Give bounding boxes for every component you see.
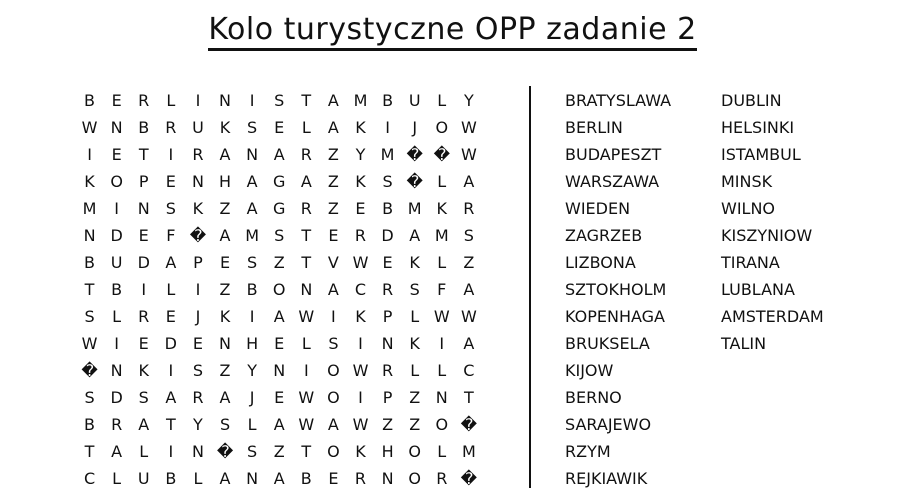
grid-row [76,276,482,303]
grid-letter: A [165,253,177,272]
word-list-item: DUBLIN [721,91,782,110]
grid-letter: T [84,280,95,299]
grid-letter: L [193,469,203,488]
grid-letter: O [327,361,340,380]
word-list-item: LIZBONA [565,253,636,272]
grid-row [76,222,482,249]
grid-letter: A [463,280,475,299]
grid-letter: E [111,91,122,110]
grid-letter: R [354,469,367,488]
grid-letter: R [192,145,204,164]
grid-row [76,168,482,195]
word-list-item: WILNO [721,199,776,218]
grid-row [76,465,482,492]
grid-letter: A [246,199,258,218]
grid-row [76,141,482,168]
letter-grid [76,87,482,492]
grid-letter: R [382,280,394,299]
grid-letter: S [247,442,258,461]
grid-letter: E [165,307,176,326]
grid-letter: N [191,172,204,191]
grid-letter: W [298,415,315,434]
word-list-item: BUDAPESZT [565,145,662,164]
grid-row [76,87,482,114]
grid-letter: E [355,199,366,218]
grid-letter: A [273,415,285,434]
grid-letter: � [81,361,98,380]
grid-letter: K [355,307,366,326]
grid-letter: K [409,334,420,353]
grid-letter: Y [247,361,257,380]
grid-letter: N [219,334,231,353]
grid-letter: N [137,199,150,218]
grid-letter: A [246,172,258,191]
grid-letter: M [407,199,422,218]
grid-letter: A [219,388,231,407]
grid-letter: S [138,388,149,407]
grid-letter: T [301,442,312,461]
grid-letter: H [381,442,394,461]
grid-letter: W [460,118,477,137]
grid-letter: O [435,118,449,137]
grid-letter: F [166,226,176,245]
grid-letter: I [195,91,201,110]
grid-letter: U [137,469,150,488]
grid-letter: L [247,415,257,434]
grid-letter: T [301,226,312,245]
grid-letter: W [81,334,98,353]
word-list-item: REJKIAWIK [565,469,648,488]
grid-letter: S [84,388,95,407]
grid-letter: W [352,415,369,434]
grid-letter: Z [409,415,421,434]
grid-letter: R [300,145,312,164]
grid-letter: W [352,361,369,380]
grid-letter: I [331,307,336,326]
grid-letter: R [436,469,448,488]
grid-letter: Z [327,199,339,218]
grid-letter: K [355,172,366,191]
grid-letter: D [110,388,123,407]
grid-row [76,438,482,465]
grid-letter: D [164,334,177,353]
grid-letter: D [137,253,150,272]
grid-letter: Z [273,253,285,272]
grid-row [76,303,482,330]
grid-letter: A [138,415,150,434]
grid-row [76,114,482,141]
grid-letter: N [246,469,259,488]
grid-letter: A [327,91,339,110]
grid-letter: S [409,280,420,299]
grid-letter: O [408,469,421,488]
grid-letter: U [110,253,123,272]
grid-row [76,411,482,438]
grid-letter: N [246,145,259,164]
grid-letter: W [460,307,477,326]
grid-letter: � [433,145,450,164]
grid-letter: E [219,253,231,272]
grid-letter: T [301,253,312,272]
grid-letter: S [274,226,285,245]
grid-letter: L [437,172,447,191]
grid-letter: J [412,118,418,137]
grid-letter: L [166,91,176,110]
grid-letter: B [246,280,258,299]
grid-letter: A [327,118,339,137]
grid-letter: B [382,199,394,218]
word-list-column-2 [721,87,824,357]
grid-letter: I [358,388,363,407]
grid-letter: N [83,226,96,245]
grid-letter: S [165,199,176,218]
grid-letter: G [273,199,286,218]
grid-letter: T [138,145,149,164]
grid-letter: T [463,388,474,407]
grid-letter: Z [273,442,285,461]
grid-letter: W [298,307,315,326]
grid-letter: H [246,334,259,353]
grid-letter: R [382,361,394,380]
grid-letter: E [274,334,285,353]
grid-letter: N [273,361,286,380]
grid-letter: L [410,307,420,326]
grid-letter: F [437,280,447,299]
grid-letter: L [410,361,420,380]
grid-letter: L [166,280,176,299]
grid-letter: I [439,334,445,353]
grid-letter: C [354,280,367,299]
grid-letter: B [138,118,150,137]
grid-letter: Y [355,145,366,164]
grid-letter: � [406,145,423,164]
grid-letter: � [406,172,423,191]
word-list-item: SARAJEWO [565,415,652,434]
grid-letter: S [274,91,285,110]
grid-letter: D [381,226,394,245]
grid-row [76,357,482,384]
grid-letter: A [165,388,177,407]
grid-letter: O [272,280,286,299]
grid-letter: Z [409,388,421,407]
grid-letter: R [165,118,177,137]
grid-letter: S [463,226,474,245]
grid-letter: A [273,307,285,326]
grid-letter: L [112,307,122,326]
grid-letter: Y [463,91,474,110]
grid-letter: P [382,388,393,407]
grid-letter: R [463,199,475,218]
grid-letter: � [460,415,478,434]
grid-letter: P [138,172,149,191]
grid-letter: O [408,442,421,461]
grid-letter: I [168,145,174,164]
grid-letter: M [434,226,449,245]
grid-letter: V [327,253,339,272]
grid-letter: A [111,442,123,461]
grid-letter: R [138,307,150,326]
grid-letter: E [274,388,285,407]
grid-letter: A [300,172,312,191]
word-list-item: BERLIN [565,118,623,137]
grid-letter: T [301,91,312,110]
grid-letter: A [463,334,475,353]
grid-letter: M [380,145,395,164]
grid-letter: K [355,118,366,137]
grid-letter: S [247,118,258,137]
grid-letter: Z [219,361,231,380]
grid-letter: K [355,442,366,461]
grid-letter: L [437,361,447,380]
grid-letter: B [84,253,96,272]
grid-letter: M [245,226,260,245]
grid-letter: S [219,415,231,434]
grid-letter: K [219,307,231,326]
grid-letter: B [300,469,312,488]
grid-letter: Z [327,172,339,191]
grid-letter: S [328,334,339,353]
grid-letter: N [191,442,204,461]
grid-letter: B [84,91,96,110]
grid-letter: P [382,307,393,326]
word-list-item: KIJOW [565,361,614,380]
word-list-item: ZAGRZEB [565,226,643,245]
grid-letter: Z [463,253,475,272]
grid-letter: U [408,91,421,110]
grid-letter: R [111,415,123,434]
grid-letter: C [463,361,475,380]
grid-letter: I [249,91,255,110]
grid-letter: A [219,145,231,164]
grid-letter: M [82,199,97,218]
grid-letter: E [138,226,149,245]
grid-letter: J [249,388,255,407]
grid-letter: E [165,172,176,191]
grid-letter: I [168,442,174,461]
grid-letter: T [84,442,95,461]
grid-letter: A [409,226,421,245]
grid-letter: W [298,388,315,407]
word-list-item: KISZYNIOW [721,226,813,245]
grid-row [76,330,482,357]
grid-letter: A [219,469,231,488]
grid-letter: J [195,307,201,326]
page-title [0,12,905,47]
grid-letter: W [433,307,450,326]
grid-letter: W [460,145,477,164]
grid-letter: A [273,145,285,164]
grid-letter: � [460,469,478,488]
grid-letter: L [437,253,447,272]
grid-letter: L [301,118,311,137]
grid-letter: M [353,91,368,110]
grid-row [76,249,482,276]
grid-letter: I [141,280,147,299]
grid-letter: C [83,469,96,488]
grid-letter: I [358,334,363,353]
grid-letter: T [165,415,176,434]
word-list-item: HELSINKI [721,118,795,137]
grid-letter: W [352,253,369,272]
grid-letter: N [381,469,394,488]
grid-letter: H [219,172,232,191]
word-list-item: ISTAMBUL [721,145,801,164]
grid-letter: Z [382,415,394,434]
word-list-item: WIEDEN [565,199,631,218]
grid-letter: K [436,199,448,218]
grid-letter: O [327,388,340,407]
grid-letter: O [435,415,449,434]
grid-letter: A [327,415,339,434]
grid-letter: E [111,145,122,164]
grid-letter: K [219,118,231,137]
word-list-item: SZTOKHOLM [565,280,667,299]
grid-letter: A [219,226,231,245]
grid-letter: N [381,334,394,353]
page-title-text: Kolo turystyczne OPP zadanie 2 [208,12,696,51]
grid-letter: L [139,442,149,461]
grid-letter: I [114,199,119,218]
grid-letter: L [112,469,122,488]
grid-row [76,384,482,411]
grid-letter: N [110,361,123,380]
grid-letter: S [192,361,203,380]
grid-letter: K [84,172,95,191]
grid-letter: I [87,145,92,164]
grid-letter: B [165,469,177,488]
grid-letter: A [327,280,339,299]
grid-letter: R [138,91,150,110]
grid-letter: A [273,469,285,488]
grid-letter: A [463,172,475,191]
grid-letter: D [110,226,123,245]
word-list-item: BRATYSLAWA [565,91,672,110]
grid-letter: R [192,388,204,407]
grid-letter: R [354,226,367,245]
grid-letter: O [327,442,340,461]
grid-letter: E [192,334,203,353]
grid-letter: B [111,280,123,299]
word-list-item: WARSZAWA [565,172,660,191]
grid-letter: Z [327,145,339,164]
word-list-item: TALIN [721,334,767,353]
word-list-column-1 [565,87,671,492]
word-list-item: AMSTERDAM [721,307,824,326]
grid-letter: I [114,334,119,353]
grid-letter: S [84,307,95,326]
grid-letter: � [189,226,207,245]
word-list-item: BERNO [565,388,622,407]
grid-letter: L [437,442,447,461]
grid-letter: I [195,280,201,299]
grid-letter: Z [219,280,231,299]
grid-letter: K [138,361,149,380]
grid-letter: K [192,199,204,218]
grid-letter: G [273,172,286,191]
grid-row [76,195,482,222]
grid-letter: S [382,172,393,191]
grid-letter: K [409,253,420,272]
word-list-item: RZYM [565,442,611,461]
grid-letter: U [192,118,204,137]
grid-letter: I [303,361,309,380]
grid-letter: N [300,280,313,299]
grid-letter: M [461,442,476,461]
column-divider [529,86,531,488]
grid-letter: Z [219,199,231,218]
grid-letter: L [301,334,311,353]
grid-letter: E [138,334,149,353]
grid-letter: N [219,91,231,110]
grid-letter: L [437,91,447,110]
grid-letter: S [247,253,258,272]
grid-letter: P [193,253,203,272]
grid-letter: W [81,118,98,137]
word-list-item: LUBLANA [721,280,795,299]
word-list-item: TIRANA [721,253,780,272]
grid-letter: N [110,118,123,137]
grid-letter: � [216,442,234,461]
grid-letter: B [84,415,96,434]
word-list-item: KOPENHAGA [565,307,665,326]
word-list-item: MINSK [721,172,773,191]
grid-letter: E [328,226,339,245]
grid-letter: R [300,199,312,218]
grid-letter: O [110,172,123,191]
grid-letter: E [328,469,339,488]
grid-letter: I [249,307,255,326]
grid-letter: B [382,91,394,110]
grid-letter: E [274,118,285,137]
grid-letter: E [382,253,393,272]
word-list-item: BRUKSELA [565,334,650,353]
grid-letter: I [385,118,390,137]
grid-letter: N [435,388,448,407]
grid-letter: I [168,361,174,380]
grid-letter: Y [193,415,203,434]
